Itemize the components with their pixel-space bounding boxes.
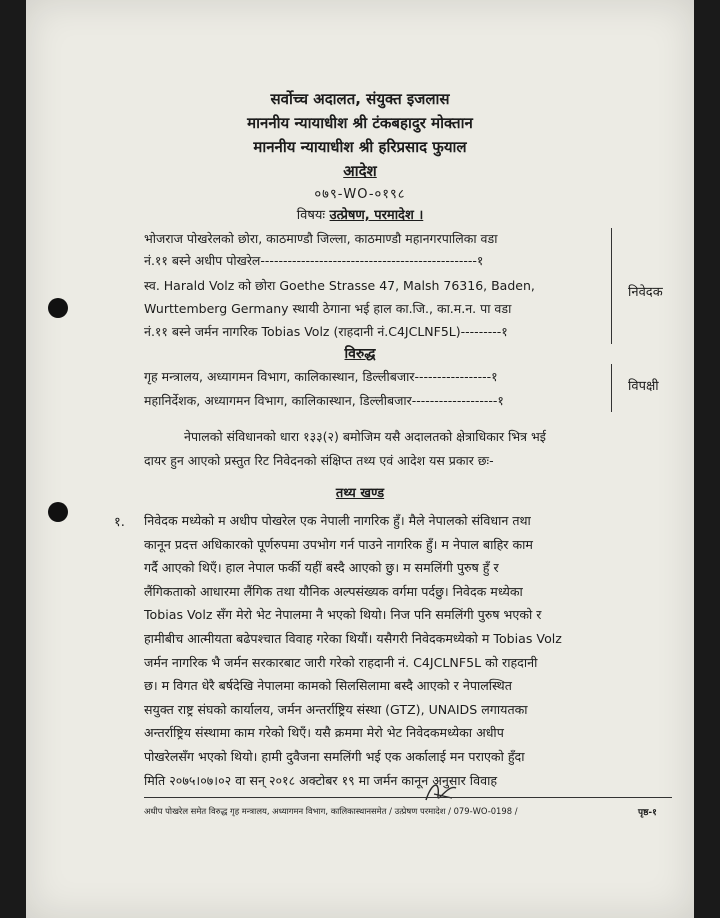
paragraph-line: छ। म विगत धेरै बर्षदेखि नेपालमा कामको सिलसिलामा बस्दै आएको र नेपालस्थित xyxy=(144,678,512,694)
punch-hole xyxy=(48,298,68,318)
judge-2: माननीय न्यायाधीश श्री हरिप्रसाद फुयाल xyxy=(253,138,467,156)
paragraph-line: गर्दै आएको थिएँ। हाल नेपाल फर्की यहीं बस्दै आएको छु। म समलिंगी पुरुष हुँ र xyxy=(144,560,499,576)
petitioner-line: स्व. Harald Volz को छोरा Goethe Strasse 47, Malsh 76316, Baden, xyxy=(144,278,535,293)
facts-paragraph xyxy=(144,512,664,795)
paragraph-line: पोखरेलसँग भएको थियो। हामी दुवैजना समलिंगी भई एक अर्कालाई मन पराएको हुँदा xyxy=(144,748,525,764)
document-page xyxy=(26,0,694,918)
court-name: सर्वोच्च अदालत, संयुक्त इजलास xyxy=(270,90,450,108)
signature-mark xyxy=(422,778,462,808)
paragraph-line: कानून प्रदत्त अधिकारको पूर्णरुपमा उपभोग गर्न पाउने नागरिक हुँ। म नेपाल बाहिर काम xyxy=(144,536,533,552)
petitioner-line: Wurttemberg Germany स्थायी ठेगाना भई हाल का.जि., का.म.न. पा वडा xyxy=(144,301,512,316)
petitioner-bracket xyxy=(611,228,612,344)
versus-heading: विरुद्ध xyxy=(344,346,376,362)
paragraph-line: अन्तर्राष्ट्रिय संस्थामा काम गरेको थिएँ। यसै क्रममा मेरो भेट निवेदकमध्येका अधीप xyxy=(144,725,504,741)
petitioner-line: नं.११ बस्ने जर्मन नागरिक Tobias Volz (राहदानी नं.C4JCLNF5L)---------१ xyxy=(144,324,508,339)
paragraph-number: १. xyxy=(114,515,125,530)
respondent-line: महानिर्देशक, अध्यागमन विभाग, कालिकास्थान, डिल्लीबजार-------------------१ xyxy=(144,393,504,408)
respondent-line: गृह मन्त्रालय, अध्यागमन विभाग, कालिकास्थान, डिल्लीबजार-----------------१ xyxy=(144,369,498,384)
paragraph-line: निवेदक मध्येको म अधीप पोखरेल एक नेपाली नागरिक हुँ। मैले नेपालको संविधान तथा xyxy=(144,513,531,528)
paragraph-line: लैंगिकताको आधारमा लैंगिक तथा यौनिक अल्पसंख्यक वर्गमा पर्दछु। निवेदक मध्येका xyxy=(144,583,523,599)
paragraph-line: मिति २०७५।०७।०२ वा सन् २०१८ अक्टोबर १९ मा जर्मन कानून अनुसार विवाह xyxy=(144,772,498,788)
punch-hole xyxy=(48,502,68,522)
footer-rule xyxy=(144,797,672,798)
paragraph-line: हामीबीच आत्मीयता बढेपश्चात विवाह गरेका थियौं। यसैगरी निवेदकमध्येको म Tobias Volz xyxy=(144,630,562,646)
intro-line: दायर हुन आएको प्रस्तुत रिट निवेदनको संक्षिप्त तथ्य एवं आदेश यस प्रकार छः- xyxy=(144,453,494,468)
case-number: ०७९-WO-०१९८ xyxy=(314,187,406,202)
subject-value: उत्प्रेषण, परमादेश । xyxy=(329,208,424,223)
intro-line: नेपालको संविधानको धारा १३३(२) बमोजिम यसै अदालतको क्षेत्राधिकार भित्र भई xyxy=(184,429,546,444)
paragraph-line: सयुक्त राष्ट्र संघको कार्यालय, जर्मन अन्तर्राष्ट्रिय संस्था (GTZ), UNAIDS लगायतका xyxy=(144,701,528,717)
petitioner-line: नं.११ बस्ने अधीप पोखरेल------------------------------------------------१ xyxy=(144,253,484,268)
judge-1: माननीय न्यायाधीश श्री टंकबहादुर मोक्तान xyxy=(247,114,473,132)
respondent-role: विपक्षी xyxy=(628,379,659,394)
petitioner-line: भोजराज पोखरेलको छोरा, काठमाण्डौ जिल्ला, काठमाण्डौ महानगरपालिका वडा xyxy=(144,231,498,246)
petitioner-role: निवेदक xyxy=(628,285,663,300)
paragraph-line: Tobias Volz सँग मेरो भेट नेपालमा नै भएको थियो। निज पनि समलिंगी पुरुष भएको र xyxy=(144,607,542,623)
subject xyxy=(26,205,694,223)
section-heading: तथ्य खण्ड xyxy=(335,486,385,501)
paragraph-line: जर्मन नागरिक भै जर्मन सरकारबाट जारी गरेको राहदानी नं. C4JCLNF5L को राहदानी xyxy=(144,654,538,670)
footer-text: अधीप पोखरेल समेत विरुद्ध गृह मन्त्रालय, अध्यागमन विभाग, कालिकास्थानसमेत / उत्प्रेषण परमादेश / 079-WO-0198 / xyxy=(144,806,518,816)
order-title: आदेश xyxy=(343,162,377,180)
subject-label: विषयः xyxy=(296,208,326,223)
respondent-bracket xyxy=(611,364,612,412)
page-number: पृष्ठ-१ xyxy=(638,808,657,818)
